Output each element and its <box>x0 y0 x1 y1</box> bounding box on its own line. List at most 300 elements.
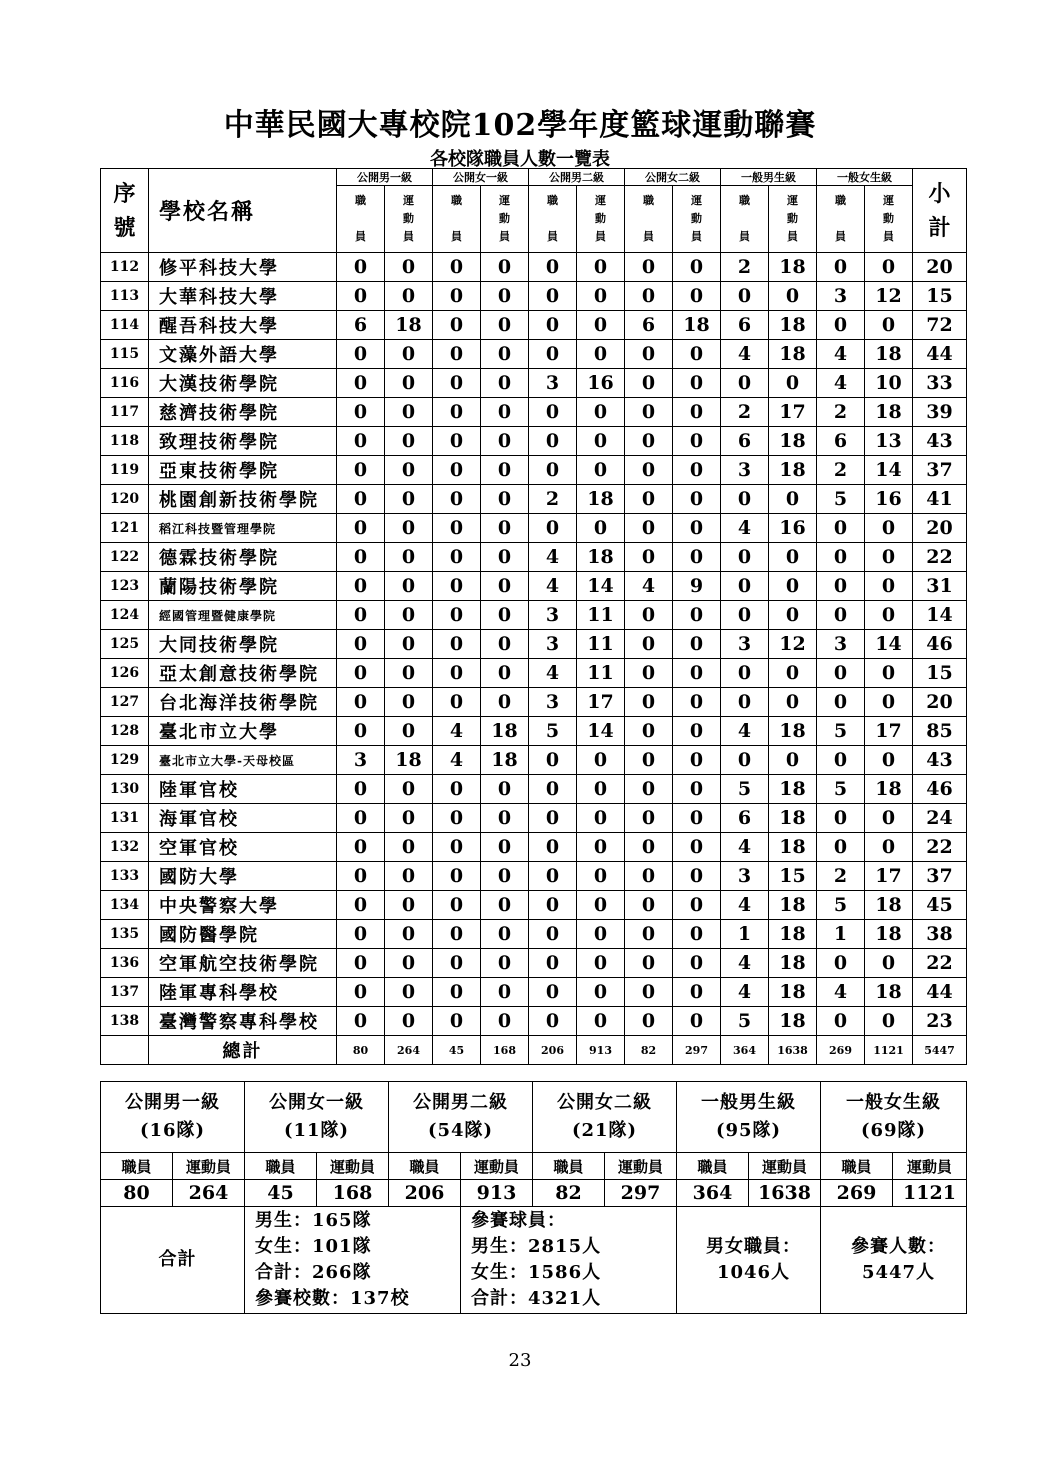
row-count: 0 <box>481 282 529 311</box>
row-count: 14 <box>577 717 625 746</box>
row-count: 0 <box>529 891 577 920</box>
header-athlete: 運 動 員 <box>577 186 625 253</box>
row-subtotal: 46 <box>913 775 967 804</box>
row-count: 0 <box>769 572 817 601</box>
row-count: 0 <box>385 340 433 369</box>
row-count: 18 <box>865 775 913 804</box>
row-count: 0 <box>433 369 481 398</box>
row-count: 0 <box>577 340 625 369</box>
row-count: 0 <box>673 398 721 427</box>
row-seq: 120 <box>101 485 149 514</box>
summary-division-teams: (69隊) <box>860 1120 927 1141</box>
row-count: 0 <box>433 920 481 949</box>
row-count: 0 <box>625 862 673 891</box>
row-count: 0 <box>625 1007 673 1036</box>
row-subtotal: 46 <box>913 630 967 659</box>
row-subtotal: 14 <box>913 601 967 630</box>
row-count: 0 <box>337 920 385 949</box>
row-count: 14 <box>577 572 625 601</box>
summary-division-name: 公開男二級 <box>413 1092 508 1113</box>
row-count: 0 <box>433 833 481 862</box>
row-count: 0 <box>337 1007 385 1036</box>
row-count: 0 <box>385 282 433 311</box>
row-count: 0 <box>529 775 577 804</box>
row-subtotal: 44 <box>913 978 967 1007</box>
summary-athlete-value: 297 <box>605 1180 677 1207</box>
summary-athlete-value: 264 <box>173 1180 245 1207</box>
row-count: 18 <box>865 891 913 920</box>
row-count: 0 <box>529 311 577 340</box>
row-count: 0 <box>625 398 673 427</box>
row-count: 0 <box>529 456 577 485</box>
row-count: 0 <box>529 340 577 369</box>
row-count: 0 <box>865 514 913 543</box>
row-seq: 131 <box>101 804 149 833</box>
row-count: 0 <box>625 891 673 920</box>
row-count: 0 <box>385 659 433 688</box>
totals-count: 1121 <box>865 1036 913 1065</box>
row-count: 13 <box>865 427 913 456</box>
totals-count: 80 <box>337 1036 385 1065</box>
table-row <box>101 514 967 543</box>
row-count: 0 <box>817 572 865 601</box>
row-count: 0 <box>337 543 385 572</box>
row-count: 0 <box>625 427 673 456</box>
totals-count: 45 <box>433 1036 481 1065</box>
row-count: 0 <box>337 601 385 630</box>
players-summary <box>461 1207 677 1314</box>
row-school-name: 台北海洋技術學院 <box>149 688 337 717</box>
row-count: 0 <box>673 340 721 369</box>
row-subtotal: 22 <box>913 833 967 862</box>
row-count: 4 <box>529 659 577 688</box>
row-count: 18 <box>865 978 913 1007</box>
row-count: 1 <box>721 920 769 949</box>
row-subtotal: 20 <box>913 253 967 282</box>
summary-athlete-value: 168 <box>317 1180 389 1207</box>
row-school-name: 空軍官校 <box>149 833 337 862</box>
row-count: 6 <box>721 311 769 340</box>
table-row <box>101 775 967 804</box>
header-seq: 序 號 <box>101 169 149 253</box>
row-seq: 124 <box>101 601 149 630</box>
row-count: 0 <box>769 688 817 717</box>
row-count: 0 <box>817 746 865 775</box>
row-count: 0 <box>577 311 625 340</box>
row-count: 0 <box>673 282 721 311</box>
row-seq: 125 <box>101 630 149 659</box>
row-seq: 116 <box>101 369 149 398</box>
row-count: 0 <box>721 659 769 688</box>
row-count: 0 <box>433 804 481 833</box>
row-count: 0 <box>337 949 385 978</box>
grand-total: 5447 <box>913 1036 967 1065</box>
row-count: 0 <box>433 949 481 978</box>
row-subtotal: 37 <box>913 862 967 891</box>
row-count: 14 <box>865 456 913 485</box>
table-row <box>101 746 967 775</box>
row-school-name: 大漢技術學院 <box>149 369 337 398</box>
table-row <box>101 630 967 659</box>
row-count: 3 <box>337 746 385 775</box>
teams-female: 女生：101隊 <box>255 1236 372 1257</box>
row-count: 0 <box>337 688 385 717</box>
summary-athlete-header: 運動員 <box>317 1153 389 1180</box>
row-count: 10 <box>865 369 913 398</box>
row-count: 0 <box>385 891 433 920</box>
row-count: 0 <box>481 369 529 398</box>
row-count: 6 <box>817 427 865 456</box>
row-count: 0 <box>385 688 433 717</box>
row-count: 4 <box>817 978 865 1007</box>
row-school-name: 臺北市立大學-天母校區 <box>149 746 337 775</box>
teams-male: 男生：165隊 <box>255 1210 372 1231</box>
row-count: 0 <box>481 688 529 717</box>
row-count: 0 <box>817 833 865 862</box>
row-count: 0 <box>865 311 913 340</box>
row-count: 0 <box>577 514 625 543</box>
table-row <box>101 311 967 340</box>
row-count: 0 <box>385 456 433 485</box>
row-school-name: 臺灣警察專科學校 <box>149 1007 337 1036</box>
row-count: 0 <box>481 630 529 659</box>
row-subtotal: 44 <box>913 340 967 369</box>
row-count: 0 <box>433 253 481 282</box>
row-count: 0 <box>673 601 721 630</box>
summary-division-teams: (21隊) <box>571 1120 638 1141</box>
row-count: 0 <box>529 949 577 978</box>
row-school-name: 陸軍專科學校 <box>149 978 337 1007</box>
row-count: 0 <box>433 659 481 688</box>
row-count: 0 <box>865 833 913 862</box>
row-count: 0 <box>337 891 385 920</box>
row-count: 4 <box>433 746 481 775</box>
summary-division <box>821 1082 967 1153</box>
row-count: 0 <box>337 398 385 427</box>
row-count: 0 <box>721 601 769 630</box>
row-count: 0 <box>337 717 385 746</box>
row-count: 6 <box>625 311 673 340</box>
row-count: 0 <box>625 775 673 804</box>
row-count: 0 <box>769 543 817 572</box>
header-subtotal: 小 計 <box>913 169 967 253</box>
row-count: 0 <box>625 978 673 1007</box>
row-count: 0 <box>865 688 913 717</box>
row-count: 0 <box>337 253 385 282</box>
totals-count: 206 <box>529 1036 577 1065</box>
row-seq: 126 <box>101 659 149 688</box>
row-count: 0 <box>865 601 913 630</box>
summary-athlete-value: 1121 <box>893 1180 967 1207</box>
row-seq: 133 <box>101 862 149 891</box>
summary-division-teams: (16隊) <box>139 1120 206 1141</box>
row-seq: 138 <box>101 1007 149 1036</box>
row-seq: 128 <box>101 717 149 746</box>
row-count: 18 <box>769 427 817 456</box>
row-count: 0 <box>673 920 721 949</box>
row-seq: 113 <box>101 282 149 311</box>
row-count: 0 <box>385 253 433 282</box>
row-count: 0 <box>769 485 817 514</box>
row-school-name: 經國管理暨健康學院 <box>149 601 337 630</box>
row-school-name: 國防大學 <box>149 862 337 891</box>
row-count: 0 <box>673 369 721 398</box>
row-subtotal: 38 <box>913 920 967 949</box>
row-subtotal: 41 <box>913 485 967 514</box>
header-athlete: 運 動 員 <box>673 186 721 253</box>
row-count: 0 <box>817 514 865 543</box>
row-count: 18 <box>769 775 817 804</box>
row-count: 2 <box>817 862 865 891</box>
teams-summary <box>245 1207 461 1314</box>
row-count: 0 <box>577 456 625 485</box>
row-seq: 119 <box>101 456 149 485</box>
row-count: 0 <box>721 572 769 601</box>
row-count: 0 <box>433 427 481 456</box>
row-count: 0 <box>577 282 625 311</box>
staff-total: 男女職員：1046人 <box>677 1207 821 1314</box>
row-count: 5 <box>817 891 865 920</box>
participants-total: 參賽人數：5447人 <box>821 1207 967 1314</box>
row-count: 0 <box>337 978 385 1007</box>
row-school-name: 文藻外語大學 <box>149 340 337 369</box>
row-count: 0 <box>433 688 481 717</box>
summary-division-name: 一般男生級 <box>701 1092 796 1113</box>
row-count: 0 <box>817 311 865 340</box>
row-count: 0 <box>385 833 433 862</box>
row-subtotal: 33 <box>913 369 967 398</box>
row-count: 0 <box>769 659 817 688</box>
totals-count: 1638 <box>769 1036 817 1065</box>
row-subtotal: 72 <box>913 311 967 340</box>
row-count: 6 <box>721 804 769 833</box>
row-count: 18 <box>769 833 817 862</box>
row-count: 2 <box>529 485 577 514</box>
table-row <box>101 253 967 282</box>
row-school-name: 修平科技大學 <box>149 253 337 282</box>
summary-athlete-header: 運動員 <box>461 1153 533 1180</box>
page-subtitle: 各校隊職員人數一覽表 <box>430 149 610 170</box>
row-count: 0 <box>625 369 673 398</box>
row-seq: 136 <box>101 949 149 978</box>
header-staff: 職 員 <box>625 186 673 253</box>
row-school-name: 空軍航空技術學院 <box>149 949 337 978</box>
row-count: 0 <box>865 572 913 601</box>
row-count: 0 <box>673 978 721 1007</box>
header-division: 公開男二級 <box>529 169 625 186</box>
summary-staff-value: 269 <box>821 1180 893 1207</box>
row-count: 16 <box>865 485 913 514</box>
row-count: 5 <box>817 485 865 514</box>
summary-division <box>101 1082 245 1153</box>
row-count: 0 <box>481 514 529 543</box>
row-count: 5 <box>721 1007 769 1036</box>
row-count: 0 <box>673 514 721 543</box>
row-count: 0 <box>529 1007 577 1036</box>
summary-staff-header: 職員 <box>245 1153 317 1180</box>
row-count: 0 <box>433 543 481 572</box>
table-row <box>101 369 967 398</box>
row-count: 0 <box>673 688 721 717</box>
division-summary-table <box>100 1081 967 1314</box>
row-count: 3 <box>529 369 577 398</box>
row-count: 4 <box>721 717 769 746</box>
row-count: 18 <box>769 340 817 369</box>
row-count: 0 <box>577 978 625 1007</box>
players-heading: 參賽球員： <box>471 1210 566 1231</box>
row-count: 0 <box>577 862 625 891</box>
row-count: 18 <box>673 311 721 340</box>
row-count: 0 <box>385 775 433 804</box>
row-count: 4 <box>721 833 769 862</box>
table-row <box>101 659 967 688</box>
players-total: 合計：4321人 <box>471 1288 602 1309</box>
row-count: 0 <box>385 601 433 630</box>
row-count: 0 <box>337 369 385 398</box>
row-count: 0 <box>433 601 481 630</box>
row-count: 2 <box>817 456 865 485</box>
summary-staff-value: 364 <box>677 1180 749 1207</box>
row-count: 5 <box>529 717 577 746</box>
row-count: 4 <box>721 978 769 1007</box>
row-count: 0 <box>337 572 385 601</box>
totals-count: 364 <box>721 1036 769 1065</box>
row-count: 0 <box>433 485 481 514</box>
row-count: 0 <box>625 282 673 311</box>
row-count: 18 <box>577 543 625 572</box>
summary-staff-header: 職員 <box>101 1153 173 1180</box>
row-count: 11 <box>577 630 625 659</box>
row-count: 0 <box>577 398 625 427</box>
row-count: 0 <box>529 978 577 1007</box>
row-count: 4 <box>721 340 769 369</box>
summary-division <box>677 1082 821 1153</box>
row-count: 0 <box>577 920 625 949</box>
row-subtotal: 45 <box>913 891 967 920</box>
row-count: 0 <box>673 891 721 920</box>
row-school-name: 國防醫學院 <box>149 920 337 949</box>
totals-blank <box>101 1036 149 1065</box>
row-count: 15 <box>769 862 817 891</box>
row-count: 0 <box>625 659 673 688</box>
row-count: 0 <box>673 659 721 688</box>
header-school: 學校名稱 <box>149 169 337 253</box>
row-count: 0 <box>577 804 625 833</box>
row-count: 18 <box>769 920 817 949</box>
row-count: 0 <box>433 398 481 427</box>
row-count: 0 <box>385 398 433 427</box>
row-count: 0 <box>673 717 721 746</box>
row-count: 0 <box>625 456 673 485</box>
row-school-name: 臺北市立大學 <box>149 717 337 746</box>
table-row <box>101 1007 967 1036</box>
row-count: 0 <box>673 775 721 804</box>
row-count: 0 <box>385 862 433 891</box>
row-subtotal: 20 <box>913 688 967 717</box>
row-count: 0 <box>481 659 529 688</box>
row-subtotal: 39 <box>913 398 967 427</box>
row-count: 18 <box>769 804 817 833</box>
row-count: 0 <box>529 833 577 862</box>
row-count: 18 <box>769 1007 817 1036</box>
row-count: 0 <box>721 485 769 514</box>
row-count: 0 <box>481 456 529 485</box>
row-count: 0 <box>769 746 817 775</box>
table-row <box>101 456 967 485</box>
row-count: 3 <box>721 456 769 485</box>
row-subtotal: 24 <box>913 804 967 833</box>
row-seq: 134 <box>101 891 149 920</box>
table-row <box>101 804 967 833</box>
row-count: 0 <box>385 920 433 949</box>
row-count: 0 <box>673 833 721 862</box>
row-count: 18 <box>481 717 529 746</box>
summary-staff-value: 45 <box>245 1180 317 1207</box>
row-count: 0 <box>673 949 721 978</box>
row-count: 2 <box>721 398 769 427</box>
row-count: 0 <box>433 862 481 891</box>
page-number: 23 <box>508 1350 532 1371</box>
table-row <box>101 485 967 514</box>
row-count: 0 <box>337 833 385 862</box>
totals-count: 82 <box>625 1036 673 1065</box>
summary-athlete-header: 運動員 <box>893 1153 967 1180</box>
row-count: 18 <box>385 311 433 340</box>
row-count: 18 <box>769 978 817 1007</box>
row-count: 3 <box>817 630 865 659</box>
row-count: 0 <box>433 978 481 1007</box>
row-count: 0 <box>481 1007 529 1036</box>
row-count: 0 <box>529 253 577 282</box>
row-count: 0 <box>529 514 577 543</box>
row-school-name: 德霖技術學院 <box>149 543 337 572</box>
row-count: 4 <box>721 949 769 978</box>
row-count: 17 <box>865 862 913 891</box>
row-count: 2 <box>817 398 865 427</box>
row-count: 4 <box>817 340 865 369</box>
table-row <box>101 978 967 1007</box>
summary-division <box>533 1082 677 1153</box>
row-count: 17 <box>769 398 817 427</box>
row-count: 0 <box>625 253 673 282</box>
totals-row <box>101 1036 967 1065</box>
header-staff: 職 員 <box>817 186 865 253</box>
row-count: 0 <box>337 456 385 485</box>
row-count: 6 <box>337 311 385 340</box>
summary-division <box>245 1082 389 1153</box>
row-count: 0 <box>433 775 481 804</box>
row-count: 0 <box>817 253 865 282</box>
row-count: 9 <box>673 572 721 601</box>
row-seq: 130 <box>101 775 149 804</box>
row-count: 0 <box>433 572 481 601</box>
row-count: 0 <box>865 949 913 978</box>
table-row <box>101 543 967 572</box>
row-school-name: 大同技術學院 <box>149 630 337 659</box>
row-count: 0 <box>865 804 913 833</box>
row-school-name: 桃園創新技術學院 <box>149 485 337 514</box>
row-seq: 121 <box>101 514 149 543</box>
row-count: 4 <box>817 369 865 398</box>
row-subtotal: 22 <box>913 543 967 572</box>
row-seq: 135 <box>101 920 149 949</box>
summary-staff-header: 職員 <box>677 1153 749 1180</box>
header-division: 公開女二級 <box>625 169 721 186</box>
header-staff: 職 員 <box>433 186 481 253</box>
row-count: 0 <box>817 688 865 717</box>
header-division: 公開男一級 <box>337 169 433 186</box>
row-count: 0 <box>481 398 529 427</box>
